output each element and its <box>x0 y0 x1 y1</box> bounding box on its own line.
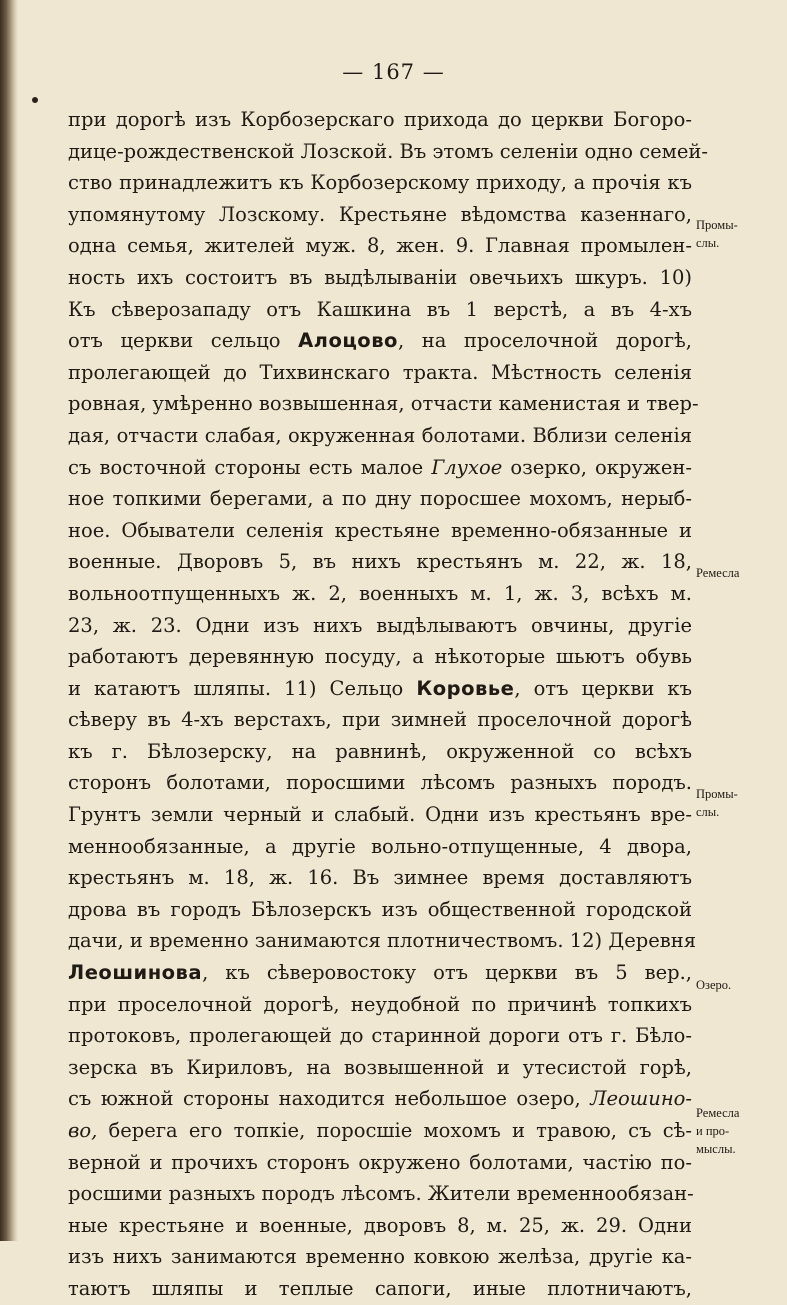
margin-note-crafts-1: Ремесла <box>696 566 740 580</box>
text-run: Грунтъ земли черный и слабый. Одни изъ крестьянъ вре- <box>68 803 692 827</box>
text-run: ное топкими берегами, а по дну поросшее мохомъ, нерыб- <box>68 487 692 511</box>
text-run: дрова въ городъ Бѣлозерскъ изъ общественной городской <box>68 897 692 921</box>
text-run: работаютъ деревянную посуду, а нѣкоторые шьютъ обувь <box>68 645 692 669</box>
text-run: военные. Дворовъ 5, въ нихъ крестьянъ м. 22, ж. 18, <box>68 550 692 574</box>
text-line <box>68 799 692 831</box>
margin-note-lake: Озеро. <box>696 978 732 992</box>
text-line <box>68 230 692 262</box>
text-run: сѣверу въ 4-хъ верстахъ, при зимней проселочной дорогѣ <box>68 708 692 732</box>
text-run: верной и прочихъ сторонъ окружено болотами, частію по- <box>68 1150 692 1174</box>
text-line <box>68 1052 692 1084</box>
text-line <box>68 831 692 863</box>
text-line <box>68 1083 692 1115</box>
margin-note-industries-2: Промы- слы. <box>696 787 738 819</box>
text-run: озерко, окружен- <box>502 455 692 479</box>
text-run: зерска въ Кириловъ, на возвышенной и утесистой горѣ, <box>68 1055 692 1079</box>
italic-name: во, <box>68 1119 98 1142</box>
text-run: таютъ шляпы и теплые сапоги, иные плотничаютъ, <box>68 1276 692 1300</box>
text-line <box>68 1210 692 1242</box>
scan-binding-edge <box>0 0 18 1241</box>
text-run: вольноотпущенныхъ ж. 2, военныхъ м. 1, ж. 3, всѣхъ м. <box>68 581 692 605</box>
text-run: Къ сѣверозападу отъ Кашкина въ 1 верстѣ, а въ 4-хъ <box>68 297 692 321</box>
ink-spot <box>32 97 38 103</box>
text-line <box>68 325 692 357</box>
text-line <box>68 641 692 673</box>
body-text <box>68 104 708 1305</box>
text-run: , на проселочной дорогѣ, <box>397 329 693 353</box>
text-line <box>68 862 692 894</box>
place-name: Алоцово <box>298 329 398 353</box>
italic-name: Леошино- <box>590 1087 692 1111</box>
text-run: упомянутому Лозскому. Крестьяне вѣдомства казеннаго, <box>68 202 692 226</box>
text-line <box>68 989 692 1021</box>
text-line <box>68 515 692 547</box>
text-run: при дорогѣ изъ Корбозерскаго прихода до церкви Богоро- <box>68 108 692 131</box>
place-name: Коровье <box>416 676 515 700</box>
text-line <box>68 767 692 799</box>
text-run: къ г. Бѣлозерску, на равнинѣ, окруженной со всѣхъ <box>68 739 692 763</box>
text-run: при проселочной дорогѣ, неудобной по причинѣ топкихъ <box>68 992 692 1016</box>
text-run: ность ихъ состоитъ въ выдѣлываніи овечьихъ шкуръ. 10) <box>68 265 692 289</box>
text-run: сторонъ болотами, поросшими лѣсомъ разныхъ породъ. <box>68 771 692 795</box>
text-run: протоковъ, пролегающей до старинной дороги отъ г. Бѣло- <box>68 1024 692 1048</box>
text-line <box>68 736 692 768</box>
text-line <box>68 957 692 989</box>
text-run: пролегающей до Тихвинскаго тракта. Мѣстность селенія <box>68 360 692 384</box>
text-line <box>68 1241 692 1273</box>
text-run: съ восточной стороны есть малое <box>68 455 432 479</box>
text-run: , отъ церкви къ <box>514 676 692 700</box>
text-run: , къ сѣверовостоку отъ церкви въ 5 вер., <box>202 961 692 985</box>
text-line <box>68 104 692 136</box>
text-line <box>68 610 692 642</box>
text-run: одна семья, жителей муж. 8, жен. 9. Главная промылен- <box>68 234 692 258</box>
text-line <box>68 167 692 199</box>
text-line <box>68 1178 692 1210</box>
text-run: ство принадлежитъ къ Корбозерскому приходу, а прочія къ <box>68 171 692 195</box>
text-line <box>68 452 692 484</box>
text-run: крестьянъ м. 18, ж. 16. Въ зимнее время доставляютъ <box>68 866 692 890</box>
text-line <box>68 483 692 515</box>
text-line <box>68 357 692 389</box>
text-line <box>68 1147 692 1179</box>
text-run: дая, отчасти слабая, окруженная болотами. Вблизи селенія <box>68 423 692 447</box>
text-run: отъ церкви сельцо <box>68 329 299 353</box>
margin-note-crafts-2: Ремесла и про- мыслы. <box>696 1106 740 1156</box>
text-run: ровная, умѣренно возвышенная, отчасти каменистая и твер- <box>68 392 699 416</box>
text-line <box>68 673 692 705</box>
text-line <box>68 546 692 578</box>
page-number: — 167 — <box>342 60 445 84</box>
text-run: дице-рождественской Лозской. Въ этомъ селеніи одно семей- <box>68 139 708 163</box>
margin-note-industries-1: Промы- слы. <box>696 218 738 250</box>
text-line <box>68 704 692 736</box>
place-name: Леошинова <box>68 961 203 985</box>
text-line <box>68 136 708 168</box>
text-run: дачи, и временно занимаются плотничествомъ. 12) Деревня <box>68 929 697 953</box>
text-line <box>68 1020 692 1052</box>
text-run: съ южной стороны находится небольшое озеро, <box>68 1087 591 1111</box>
text-line <box>68 1273 692 1305</box>
text-run: ные крестьяне и военные, дворовъ 8, м. 25, ж. 29. Одни <box>68 1213 692 1237</box>
text-line <box>68 294 692 326</box>
text-run: 23, ж. 23. Одни изъ нихъ выдѣлываютъ овчины, другіе <box>68 613 692 637</box>
text-run: изъ нихъ занимаются временно ковкою желѣза, другіе ка- <box>68 1245 692 1269</box>
text-line <box>68 578 692 610</box>
text-run: ное. Обыватели селенія крестьяне временно-обязанные и <box>68 518 692 542</box>
text-line <box>68 925 697 957</box>
italic-name: Глухое <box>431 455 503 479</box>
text-line <box>68 420 692 452</box>
text-line <box>68 894 692 926</box>
text-line <box>68 262 692 294</box>
text-line <box>68 1115 692 1147</box>
text-run: меннообязанные, а другіе вольно-отпущенные, 4 двора, <box>68 834 692 858</box>
text-run: берега его топкіе, поросшіе мохомъ и травою, съ сѣ- <box>97 1119 692 1142</box>
text-run: и катаютъ шляпы. 11) Сельцо <box>68 676 417 700</box>
text-run: росшими разныхъ породъ лѣсомъ. Жители временнообязан- <box>68 1182 694 1206</box>
text-line <box>68 388 699 420</box>
text-line <box>68 199 692 231</box>
